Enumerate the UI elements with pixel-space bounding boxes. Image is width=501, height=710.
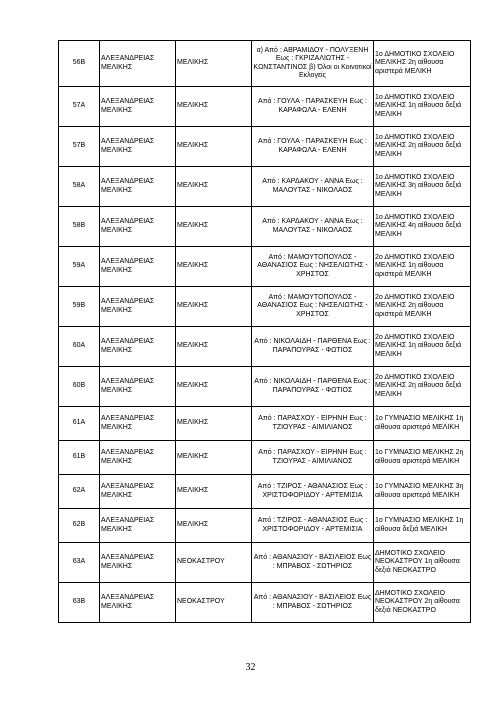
municipality-cell: ΜΕΛΙΚΗΣ (176, 407, 252, 441)
region-cell: ΑΛΕΞΑΝΔΡΕΙΑΣ ΜΕΛΙΚΗΣ (100, 167, 176, 207)
municipality-cell: ΜΕΛΙΚΗΣ (176, 127, 252, 167)
location-cell: 1ο ΔΗΜΟΤΙΚΟ ΣΧΟΛΕΙΟ ΜΕΛΙΚΗΣ 2η αίθουσα δεξιά ΜΕΛΙΚΗ (374, 127, 471, 167)
table-row (59, 167, 471, 207)
region-cell: ΑΛΕΞΑΝΔΡΕΙΑΣ ΜΕΛΙΚΗΣ (100, 127, 176, 167)
municipality-cell: ΜΕΛΙΚΗΣ (176, 509, 252, 543)
voter-range-cell: Από : ΠΑΡΑΣΧΟΥ - ΕΙΡΗΝΗ Εως : ΤΖΙΟΥΡΑΣ - ΑΙΜΙΛΙΑΝΟΣ (252, 441, 374, 475)
region-cell: ΑΛΕΞΑΝΔΡΕΙΑΣ ΜΕΛΙΚΗΣ (100, 327, 176, 367)
voter-range-cell: Από : ΝΙΚΟΛΑΙΔΗ - ΠΑΡΘΕΝΑ Εως : ΠΑΡΑΠΟΥΡΑΣ - ΦΩΤΙΟΣ (252, 327, 374, 367)
table-body (59, 41, 471, 623)
region-cell: ΑΛΕΞΑΝΔΡΕΙΑΣ ΜΕΛΙΚΗΣ (100, 543, 176, 583)
municipality-cell: ΜΕΛΙΚΗΣ (176, 327, 252, 367)
station-id: 60A (59, 327, 100, 367)
region-cell: ΑΛΕΞΑΝΔΡΕΙΑΣ ΜΕΛΙΚΗΣ (100, 583, 176, 623)
station-id: 63B (59, 583, 100, 623)
municipality-cell: ΝΕΟΚΑΣΤΡΟΥ (176, 543, 252, 583)
voter-range-cell: Από : ΚΑΡΔΑΚΟΥ - ΑΝΝΑ Εως : ΜΑΛΟΥΤΑΣ - ΝΙΚΟΛΑΟΣ (252, 207, 374, 247)
voter-range-cell: Από : ΤΖΙΡΟΣ - ΑΘΑΝΑΣΙΟΣ Εως : ΧΡΙΣΤΟΦΟΡΙΔΟΥ - ΑΡΤΕΜΙΣΙΑ (252, 509, 374, 543)
location-cell: 1ο ΔΗΜΟΤΙΚΟ ΣΧΟΛΕΙΟ ΜΕΛΙΚΗΣ 1η αίθουσα δεξιά ΜΕΛΙΚΗ (374, 87, 471, 127)
location-cell: 1ο ΔΗΜΟΤΙΚΟ ΣΧΟΛΕΙΟ ΜΕΛΙΚΗΣ 2η αίθουσα αριστερά ΜΕΛΙΚΗ (374, 41, 471, 87)
voter-range-cell: Από : ΓΟΥΛΑ - ΠΑΡΑΣΚΕΥΗ Εως : ΚΑΡΑΦΩΛΑ - ΕΛΕΝΗ (252, 127, 374, 167)
region-cell: ΑΛΕΞΑΝΔΡΕΙΑΣ ΜΕΛΙΚΗΣ (100, 367, 176, 407)
voter-range-cell: Από : ΑΘΑΝΑΣΙΟΥ - ΒΑΣΙΛΕΙΟΣ Εως : ΜΠΡΑΒΟΣ - ΣΩΤΗΡΙΟΣ (252, 583, 374, 623)
region-cell: ΑΛΕΞΑΝΔΡΕΙΑΣ ΜΕΛΙΚΗΣ (100, 247, 176, 287)
municipality-cell: ΜΕΛΙΚΗΣ (176, 367, 252, 407)
station-id: 58B (59, 207, 100, 247)
region-cell: ΑΛΕΞΑΝΔΡΕΙΑΣ ΜΕΛΙΚΗΣ (100, 41, 176, 87)
municipality-cell: ΜΕΛΙΚΗΣ (176, 207, 252, 247)
location-cell: 1ο ΓΥΜΝΑΣΙΟ ΜΕΛΙΚΗΣ 2η αίθουσα αριστερά ΜΕΛΙΚΗ (374, 441, 471, 475)
station-id: 62B (59, 509, 100, 543)
station-id: 62A (59, 475, 100, 509)
location-cell: 2ο ΔΗΜΟΤΙΚΟ ΣΧΟΛΕΙΟ ΜΕΛΙΚΗΣ 2η αίθουσα δεξιά ΜΕΛΙΚΗ (374, 367, 471, 407)
voter-range-cell: Από : ΓΟΥΛΑ - ΠΑΡΑΣΚΕΥΗ Εως : ΚΑΡΑΦΩΛΑ - ΕΛΕΝΗ (252, 87, 374, 127)
region-cell: ΑΛΕΞΑΝΔΡΕΙΑΣ ΜΕΛΙΚΗΣ (100, 407, 176, 441)
municipality-cell: ΜΕΛΙΚΗΣ (176, 87, 252, 127)
page-number: 32 (245, 662, 256, 673)
table-row (59, 583, 471, 623)
municipality-cell: ΝΕΟΚΑΣΤΡΟΥ (176, 583, 252, 623)
station-id: 59A (59, 247, 100, 287)
municipality-cell: ΜΕΛΙΚΗΣ (176, 247, 252, 287)
station-id: 59B (59, 287, 100, 327)
municipality-cell: ΜΕΛΙΚΗΣ (176, 41, 252, 87)
voter-range-cell: Από : ΜΑΜΟΥΤΟΠΟΥΛΟΣ - ΑΘΑΝΑΣΙΟΣ Εως : ΝΗΣΕΛΙΩΤΗΣ - ΧΡΗΣΤΟΣ (252, 247, 374, 287)
municipality-cell: ΜΕΛΙΚΗΣ (176, 441, 252, 475)
polling-stations-table (58, 40, 471, 623)
location-cell: 1ο ΔΗΜΟΤΙΚΟ ΣΧΟΛΕΙΟ ΜΕΛΙΚΗΣ 3η αίθουσα δεξιά ΜΕΛΙΚΗ (374, 167, 471, 207)
location-cell: 2ο ΔΗΜΟΤΙΚΟ ΣΧΟΛΕΙΟ ΜΕΛΙΚΗΣ 2η αίθουσα αριστερά ΜΕΛΙΚΗ (374, 287, 471, 327)
station-id: 57B (59, 127, 100, 167)
voter-range-cell: α) Από : ΑΒΡΑΜΙΔΟΥ - ΠΟΛΥΞΕΝΗ Εως : ΓΚΡΙΖΑΛΙΩΤΗΣ - ΚΩΝΣΤΑΝΤΙΝΟΣ β) Όλοι οι Κοινοτικοί Εκλογείς (252, 41, 374, 87)
table-row (59, 127, 471, 167)
table-row (59, 367, 471, 407)
voter-range-cell: Από : ΑΘΑΝΑΣΙΟΥ - ΒΑΣΙΛΕΙΟΣ Εως : ΜΠΡΑΒΟΣ - ΣΩΤΗΡΙΟΣ (252, 543, 374, 583)
location-cell: 1ο ΓΥΜΝΑΣΙΟ ΜΕΛΙΚΗΣ 3η αίθουσα αριστερά ΜΕΛΙΚΗ (374, 475, 471, 509)
location-cell: 1ο ΓΥΜΝΑΣΙΟ ΜΕΛΙΚΗΣ 1η αίθουσα δεξιά ΜΕΛΙΚΗ (374, 509, 471, 543)
municipality-cell: ΜΕΛΙΚΗΣ (176, 287, 252, 327)
location-cell: 2ο ΔΗΜΟΤΙΚΟ ΣΧΟΛΕΙΟ ΜΕΛΙΚΗΣ 1η αίθουσα αριστερά ΜΕΛΙΚΗ (374, 247, 471, 287)
table-row (59, 327, 471, 367)
table-row (59, 207, 471, 247)
station-id: 56B (59, 41, 100, 87)
table-row (59, 441, 471, 475)
table-row (59, 41, 471, 87)
voter-range-cell: Από : ΠΑΡΑΣΧΟΥ - ΕΙΡΗΝΗ Εως : ΤΖΙΟΥΡΑΣ - ΑΙΜΙΛΙΑΝΟΣ (252, 407, 374, 441)
station-id: 63A (59, 543, 100, 583)
table-row (59, 543, 471, 583)
station-id: 61B (59, 441, 100, 475)
region-cell: ΑΛΕΞΑΝΔΡΕΙΑΣ ΜΕΛΙΚΗΣ (100, 475, 176, 509)
table-row (59, 247, 471, 287)
region-cell: ΑΛΕΞΑΝΔΡΕΙΑΣ ΜΕΛΙΚΗΣ (100, 87, 176, 127)
region-cell: ΑΛΕΞΑΝΔΡΕΙΑΣ ΜΕΛΙΚΗΣ (100, 441, 176, 475)
location-cell: ΔΗΜΟΤΙΚΟ ΣΧΟΛΕΙΟ ΝΕΟΚΑΣΤΡΟΥ 2η αίθουσα δεξιά ΝΕΟΚΑΣΤΡΟ (374, 583, 471, 623)
table-row (59, 87, 471, 127)
voter-range-cell: Από : ΜΑΜΟΥΤΟΠΟΥΛΟΣ - ΑΘΑΝΑΣΙΟΣ Εως : ΝΗΣΕΛΙΩΤΗΣ - ΧΡΗΣΤΟΣ (252, 287, 374, 327)
table-row (59, 475, 471, 509)
municipality-cell: ΜΕΛΙΚΗΣ (176, 475, 252, 509)
location-cell: 2ο ΔΗΜΟΤΙΚΟ ΣΧΟΛΕΙΟ ΜΕΛΙΚΗΣ 1η αίθουσα δεξιά ΜΕΛΙΚΗ (374, 327, 471, 367)
location-cell: ΔΗΜΟΤΙΚΟ ΣΧΟΛΕΙΟ ΝΕΟΚΑΣΤΡΟΥ 1η αίθουσα δεξιά ΝΕΟΚΑΣΤΡΟ (374, 543, 471, 583)
table-row (59, 509, 471, 543)
voter-range-cell: Από : ΤΖΙΡΟΣ - ΑΘΑΝΑΣΙΟΣ Εως : ΧΡΙΣΤΟΦΟΡΙΔΟΥ - ΑΡΤΕΜΙΣΙΑ (252, 475, 374, 509)
station-id: 60B (59, 367, 100, 407)
location-cell: 1ο ΓΥΜΝΑΣΙΟ ΜΕΛΙΚΗΣ 1η αίθουσα αριστερά ΜΕΛΙΚΗ (374, 407, 471, 441)
voter-range-cell: Από : ΝΙΚΟΛΑΙΔΗ - ΠΑΡΘΕΝΑ Εως : ΠΑΡΑΠΟΥΡΑΣ - ΦΩΤΙΟΣ (252, 367, 374, 407)
region-cell: ΑΛΕΞΑΝΔΡΕΙΑΣ ΜΕΛΙΚΗΣ (100, 207, 176, 247)
station-id: 61A (59, 407, 100, 441)
station-id: 57A (59, 87, 100, 127)
table-row (59, 287, 471, 327)
voter-range-cell: Από : ΚΑΡΔΑΚΟΥ - ΑΝΝΑ Εως : ΜΑΛΟΥΤΑΣ - ΝΙΚΟΛΑΟΣ (252, 167, 374, 207)
municipality-cell: ΜΕΛΙΚΗΣ (176, 167, 252, 207)
table-row (59, 407, 471, 441)
location-cell: 1ο ΔΗΜΟΤΙΚΟ ΣΧΟΛΕΙΟ ΜΕΛΙΚΗΣ 4η αίθουσα δεξιά ΜΕΛΙΚΗ (374, 207, 471, 247)
region-cell: ΑΛΕΞΑΝΔΡΕΙΑΣ ΜΕΛΙΚΗΣ (100, 509, 176, 543)
station-id: 58A (59, 167, 100, 207)
region-cell: ΑΛΕΞΑΝΔΡΕΙΑΣ ΜΕΛΙΚΗΣ (100, 287, 176, 327)
